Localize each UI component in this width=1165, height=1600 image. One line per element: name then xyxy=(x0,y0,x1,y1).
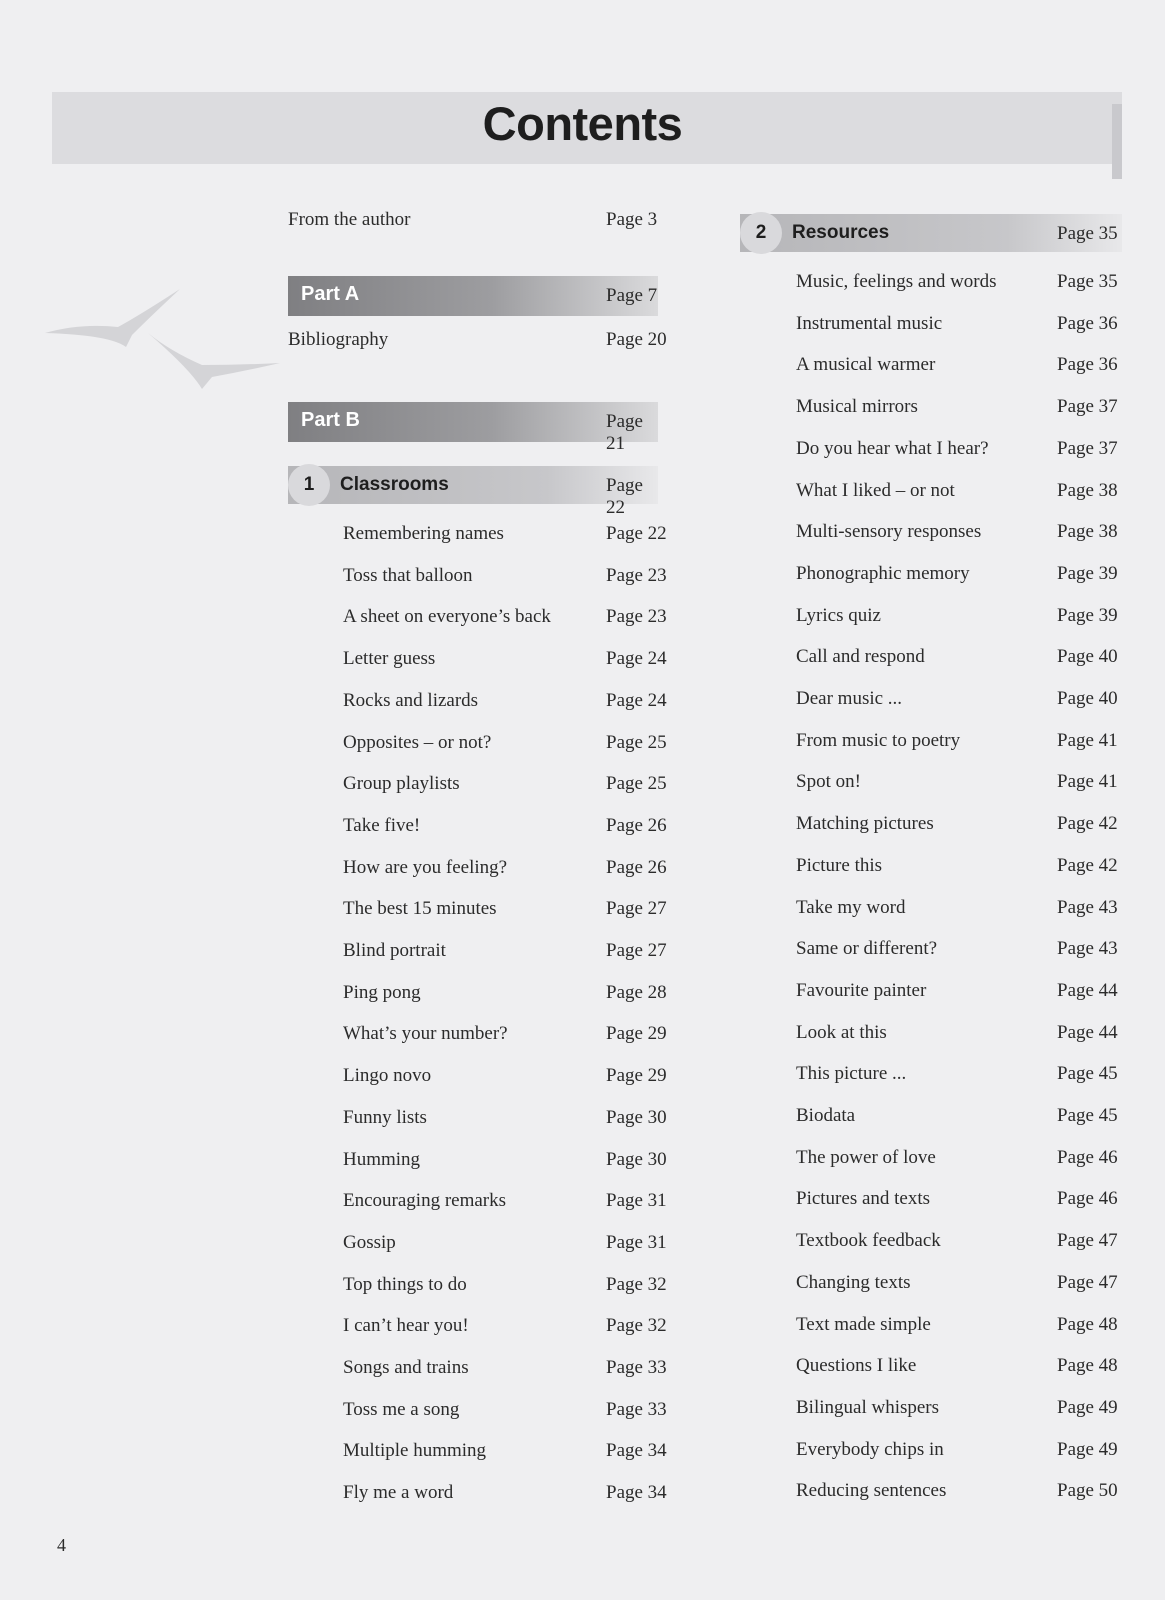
entry-page: Page 25 xyxy=(606,731,667,753)
entry-title: Pictures and texts xyxy=(796,1188,931,1210)
entry-page: Page 38 xyxy=(1057,479,1118,501)
entry-title: Bibliography xyxy=(288,329,389,350)
entry-title: Opposites – or not? xyxy=(343,731,492,753)
entry-title: Lyrics quiz xyxy=(796,604,881,626)
part-page: Page 7 xyxy=(606,285,658,306)
entry-page: Page 38 xyxy=(1057,521,1118,543)
entry-title: From music to poetry xyxy=(796,729,961,751)
entry-page: Page 43 xyxy=(1057,896,1118,918)
entry-page: Page 47 xyxy=(1057,1230,1118,1252)
entry-title: Reducing sentences xyxy=(796,1480,947,1502)
entry-title: Gossip xyxy=(343,1231,396,1253)
entry-title: Dear music ... xyxy=(796,688,903,709)
entry-page: Page 33 xyxy=(606,1398,667,1420)
entry-page: Page 34 xyxy=(606,1440,667,1462)
part-b-heading[interactable] xyxy=(288,402,658,454)
entry-title: Lingo novo xyxy=(343,1065,432,1087)
entry-page: Page 47 xyxy=(1057,1271,1118,1293)
entry-page: Page 42 xyxy=(1057,813,1118,835)
part-label: Part B xyxy=(301,409,360,431)
entry-page: Page 41 xyxy=(1057,771,1118,793)
entry-page: Page 42 xyxy=(1057,854,1118,876)
entry-page: Page 29 xyxy=(606,1023,667,1045)
entry-title: Look at this xyxy=(796,1021,887,1043)
entry-title: The best 15 minutes xyxy=(343,898,497,920)
entry-page: Page 40 xyxy=(1057,646,1118,668)
birds-illustration xyxy=(40,285,300,405)
entry-title: Blind portrait xyxy=(343,940,446,961)
entry-page: Page 3 xyxy=(606,209,658,230)
section-number: 2 xyxy=(740,212,782,254)
part-page: Page 21 xyxy=(606,411,643,454)
entry-page: Page 27 xyxy=(606,898,667,920)
entry-title: Phonographic memory xyxy=(796,562,970,584)
entry-title: What’s your number? xyxy=(343,1023,508,1045)
entry-page: Page 26 xyxy=(606,856,667,878)
entry-page: Page 24 xyxy=(606,648,667,670)
entry-page: Page 39 xyxy=(1057,604,1118,626)
entry-page: Page 26 xyxy=(606,814,667,836)
entry-page: Page 31 xyxy=(606,1190,667,1212)
entry-page: Page 32 xyxy=(606,1273,667,1295)
entry-title: Spot on! xyxy=(796,771,861,793)
entry-title: Letter guess xyxy=(343,648,436,670)
section-label: Classrooms xyxy=(340,474,449,495)
entry-title: Encouraging remarks xyxy=(343,1190,507,1212)
entry-title: Fly me a word xyxy=(343,1482,454,1504)
entry-title: This picture ... xyxy=(796,1063,907,1085)
entry-page: Page 36 xyxy=(1057,312,1118,334)
entry-title: Humming xyxy=(343,1148,421,1170)
entry-title: Text made simple xyxy=(796,1313,931,1335)
entry-page: Page 50 xyxy=(1057,1480,1118,1502)
entry-title: Call and respond xyxy=(796,646,925,668)
entry-page: Page 24 xyxy=(606,689,667,711)
entry-page: Page 30 xyxy=(606,1148,667,1170)
entry-title: Favourite painter xyxy=(796,979,927,1001)
entry-title: The power of love xyxy=(796,1146,936,1168)
entry-title: A sheet on everyone’s back xyxy=(343,606,551,628)
entry-title: Picture this xyxy=(796,854,883,876)
section-page: Page 22 xyxy=(606,475,643,518)
entry-title: Take five! xyxy=(343,814,421,836)
entry-page: Page 45 xyxy=(1057,1105,1118,1126)
entry-title: Instrumental music xyxy=(796,312,943,334)
section-1-heading[interactable] xyxy=(288,466,658,518)
entry-page: Page 23 xyxy=(606,564,667,586)
entry-page: Page 49 xyxy=(1057,1438,1118,1460)
entry-page: Page 37 xyxy=(1057,396,1118,418)
part-label: Part A xyxy=(301,283,360,305)
entry-title: Funny lists xyxy=(343,1106,427,1128)
entry-title: From the author xyxy=(288,209,411,230)
page-number: 4 xyxy=(57,1535,66,1555)
entry-page: Page 49 xyxy=(1057,1396,1118,1418)
entry-title: Top things to do xyxy=(343,1273,467,1295)
entry-page: Page 48 xyxy=(1057,1313,1118,1335)
section-number: 1 xyxy=(288,464,330,506)
entry-title: Remembering names xyxy=(343,523,504,544)
entry-title: Rocks and lizards xyxy=(343,689,479,711)
entry-page: Page 44 xyxy=(1057,979,1118,1001)
entry-title: Do you hear what I hear? xyxy=(796,437,989,459)
entry-page: Page 41 xyxy=(1057,729,1118,751)
entry-title: Questions I like xyxy=(796,1355,917,1377)
entry-title: Music, feelings and words xyxy=(796,271,997,292)
entry-page: Page 34 xyxy=(606,1482,667,1504)
entry-page: Page 36 xyxy=(1057,354,1118,376)
entry-page: Page 27 xyxy=(606,940,667,961)
entry-title: Changing texts xyxy=(796,1271,911,1293)
entry-title: Take my word xyxy=(796,896,906,918)
entry-title: Everybody chips in xyxy=(796,1438,944,1460)
entry-page: Page 31 xyxy=(606,1231,667,1253)
entry-title: Matching pictures xyxy=(796,813,934,835)
entry-page: Page 45 xyxy=(1057,1063,1118,1085)
entry-page: Page 39 xyxy=(1057,562,1118,584)
entry-title: Textbook feedback xyxy=(796,1230,941,1252)
entry-page: Page 20 xyxy=(606,329,667,350)
entry-title: A musical warmer xyxy=(796,354,936,376)
entry-title: Multi-sensory responses xyxy=(796,521,982,543)
entry-page: Page 35 xyxy=(1057,271,1118,292)
entry-title: Ping pong xyxy=(343,981,421,1003)
entry-title: Musical mirrors xyxy=(796,396,918,418)
entry-title: What I liked – or not xyxy=(796,479,955,501)
entry-title: Group playlists xyxy=(343,773,460,795)
entry-title: Multiple humming xyxy=(343,1440,487,1462)
entry-page: Page 46 xyxy=(1057,1188,1118,1210)
part-a-heading[interactable] xyxy=(288,276,658,316)
entry-page: Page 37 xyxy=(1057,437,1118,459)
entry-title: Biodata xyxy=(796,1105,856,1126)
entry-page: Page 25 xyxy=(606,773,667,795)
entry-title: I can’t hear you! xyxy=(343,1315,469,1337)
entry-page: Page 44 xyxy=(1057,1021,1118,1043)
entry-page: Page 23 xyxy=(606,606,667,628)
entry-page: Page 43 xyxy=(1057,938,1118,960)
entry-page: Page 40 xyxy=(1057,688,1118,709)
entry-title: How are you feeling? xyxy=(343,856,508,878)
entry-title: Songs and trains xyxy=(343,1357,469,1378)
section-label: Resources xyxy=(792,222,890,243)
section-page: Page 35 xyxy=(1057,223,1118,244)
entry-page: Page 32 xyxy=(606,1315,667,1337)
entry-page: Page 46 xyxy=(1057,1146,1118,1168)
entry-title: Bilingual whispers xyxy=(796,1396,940,1418)
page-title: Contents xyxy=(482,97,683,150)
entry-title: Same or different? xyxy=(796,938,938,960)
entry-page: Page 28 xyxy=(606,981,667,1003)
entry-page: Page 33 xyxy=(606,1357,667,1378)
section-2-heading[interactable] xyxy=(740,214,1122,252)
entry-page: Page 30 xyxy=(606,1106,667,1128)
entry-page: Page 22 xyxy=(606,523,667,544)
entry-title: Toss me a song xyxy=(343,1398,460,1420)
entry-title: Toss that balloon xyxy=(343,564,473,586)
entry-page: Page 48 xyxy=(1057,1355,1118,1377)
entry-page: Page 29 xyxy=(606,1065,667,1087)
